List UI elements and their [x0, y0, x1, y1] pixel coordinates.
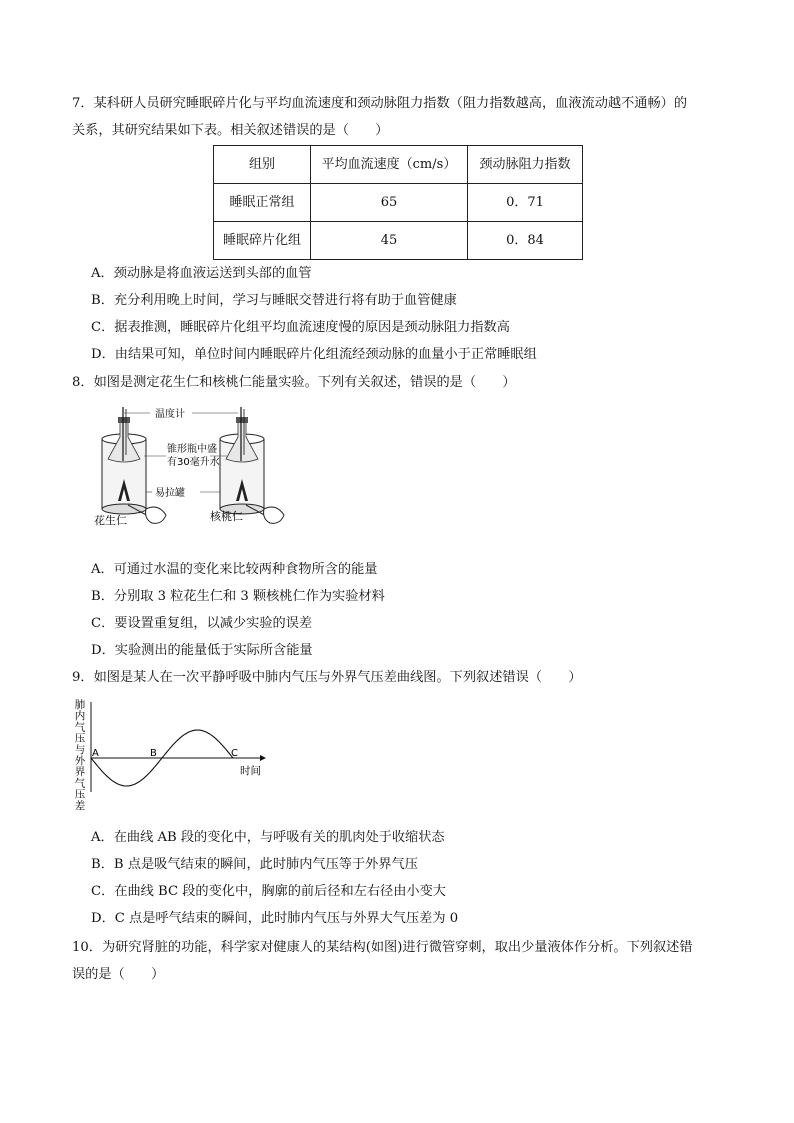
q9-option-c: C．在曲线 BC 段的变化中，胸廓的前后径和左右径由小变大 [91, 884, 446, 899]
q9-stem: 9．如图是某人在一次平静呼吸中肺内气压与外界气压差曲线图。下列叙述错误（ ） [72, 670, 582, 685]
chart-ylabel: 肺内气压与外界气压差 [74, 699, 86, 812]
right-apparatus [220, 407, 284, 523]
x-axis-arrow [260, 755, 266, 761]
label-flask-line2: 有30毫升水 [167, 457, 220, 468]
left-hand [146, 507, 166, 523]
label-can: 易拉罐 [155, 488, 185, 499]
q10-stem-line2: 误的是（ ） [72, 967, 165, 982]
q10-stem-line1: 10．为研究肾脏的功能，科学家对健康人的某结构(如图)进行微管穿刺，取出少量液体作分析。下列叙述错 [72, 940, 693, 955]
q8-option-d: D．实验测出的能量低于实际所含能量 [91, 643, 313, 658]
q9-option-d: D．C 点是呼气结束的瞬间，此时肺内气压与外界大气压差为 0 [91, 911, 459, 926]
table-cell: 45 [311, 222, 468, 260]
q7-option-b: B．充分利用晚上时间，学习与睡眠交替进行将有助于血管健康 [91, 293, 457, 308]
q8-option-c: C．要设置重复组，以减少实验的误差 [91, 616, 313, 631]
q9-option-a: A．在曲线 AB 段的变化中，与呼吸有关的肌肉处于收缩状态 [91, 830, 445, 845]
table-header-row [214, 146, 583, 184]
table-header-cell: 颈动脉阻力指数 [468, 146, 583, 184]
table-cell: 睡眠碎片化组 [214, 222, 311, 260]
point-b-label: B [150, 748, 157, 759]
right-stopper [236, 417, 248, 423]
energy-experiment-figure [88, 407, 293, 529]
q8-option-b: B．分别取 3 粒花生仁和 3 颗核桃仁作为实验材料 [91, 589, 385, 604]
chart-xlabel: 时间 [240, 765, 261, 777]
q7-stem-line2: 关系，其研究结果如下表。相关叙述错误的是（ ） [72, 123, 389, 138]
table-row [214, 222, 583, 260]
table-row [214, 184, 583, 222]
label-flask-line1: 锥形瓶中盛 [167, 444, 217, 455]
q8-stem: 8．如图是测定花生仁和核桃仁能量实验。下列有关叙述，错误的是（ ） [72, 375, 516, 390]
q7-option-a: A．颈动脉是将血液运送到头部的血管 [91, 266, 312, 281]
q9-option-b: B．B 点是吸气结束的瞬间，此时肺内气压等于外界气压 [91, 857, 418, 872]
table-cell: 睡眠正常组 [214, 184, 311, 222]
right-hand [264, 507, 284, 523]
table-cell: 65 [311, 184, 468, 222]
label-peanut: 花生仁 [94, 514, 127, 527]
q7-option-d: D．由结果可知，单位时间内睡眠碎片化组流经颈动脉的血量小于正常睡眠组 [91, 347, 537, 362]
table-header-cell: 组别 [214, 146, 311, 184]
table-cell: 0．71 [468, 184, 583, 222]
point-a-label: A [92, 748, 99, 759]
left-stopper [118, 417, 130, 423]
table-cell: 0．84 [468, 222, 583, 260]
q7-option-c: C．据表推测，睡眠碎片化组平均血流速度慢的原因是颈动脉阻力指数高 [91, 320, 510, 335]
point-c-label: C [231, 748, 238, 759]
table-header-cell: 平均血流速度（cm/s） [311, 146, 468, 184]
q7-data-table [213, 145, 583, 260]
label-thermometer: 温度计 [155, 409, 185, 420]
label-walnut: 核桃仁 [210, 510, 243, 523]
q8-option-a: A．可通过水温的变化来比较两种食物所含的能量 [91, 562, 378, 577]
left-apparatus [102, 407, 166, 523]
q7-stem-line1: 7．某科研人员研究睡眠碎片化与平均血流速度和颈动脉阻力指数（阻力指数越高，血液流动越不通畅）的 [72, 96, 688, 111]
pressure-difference-chart [70, 696, 270, 816]
